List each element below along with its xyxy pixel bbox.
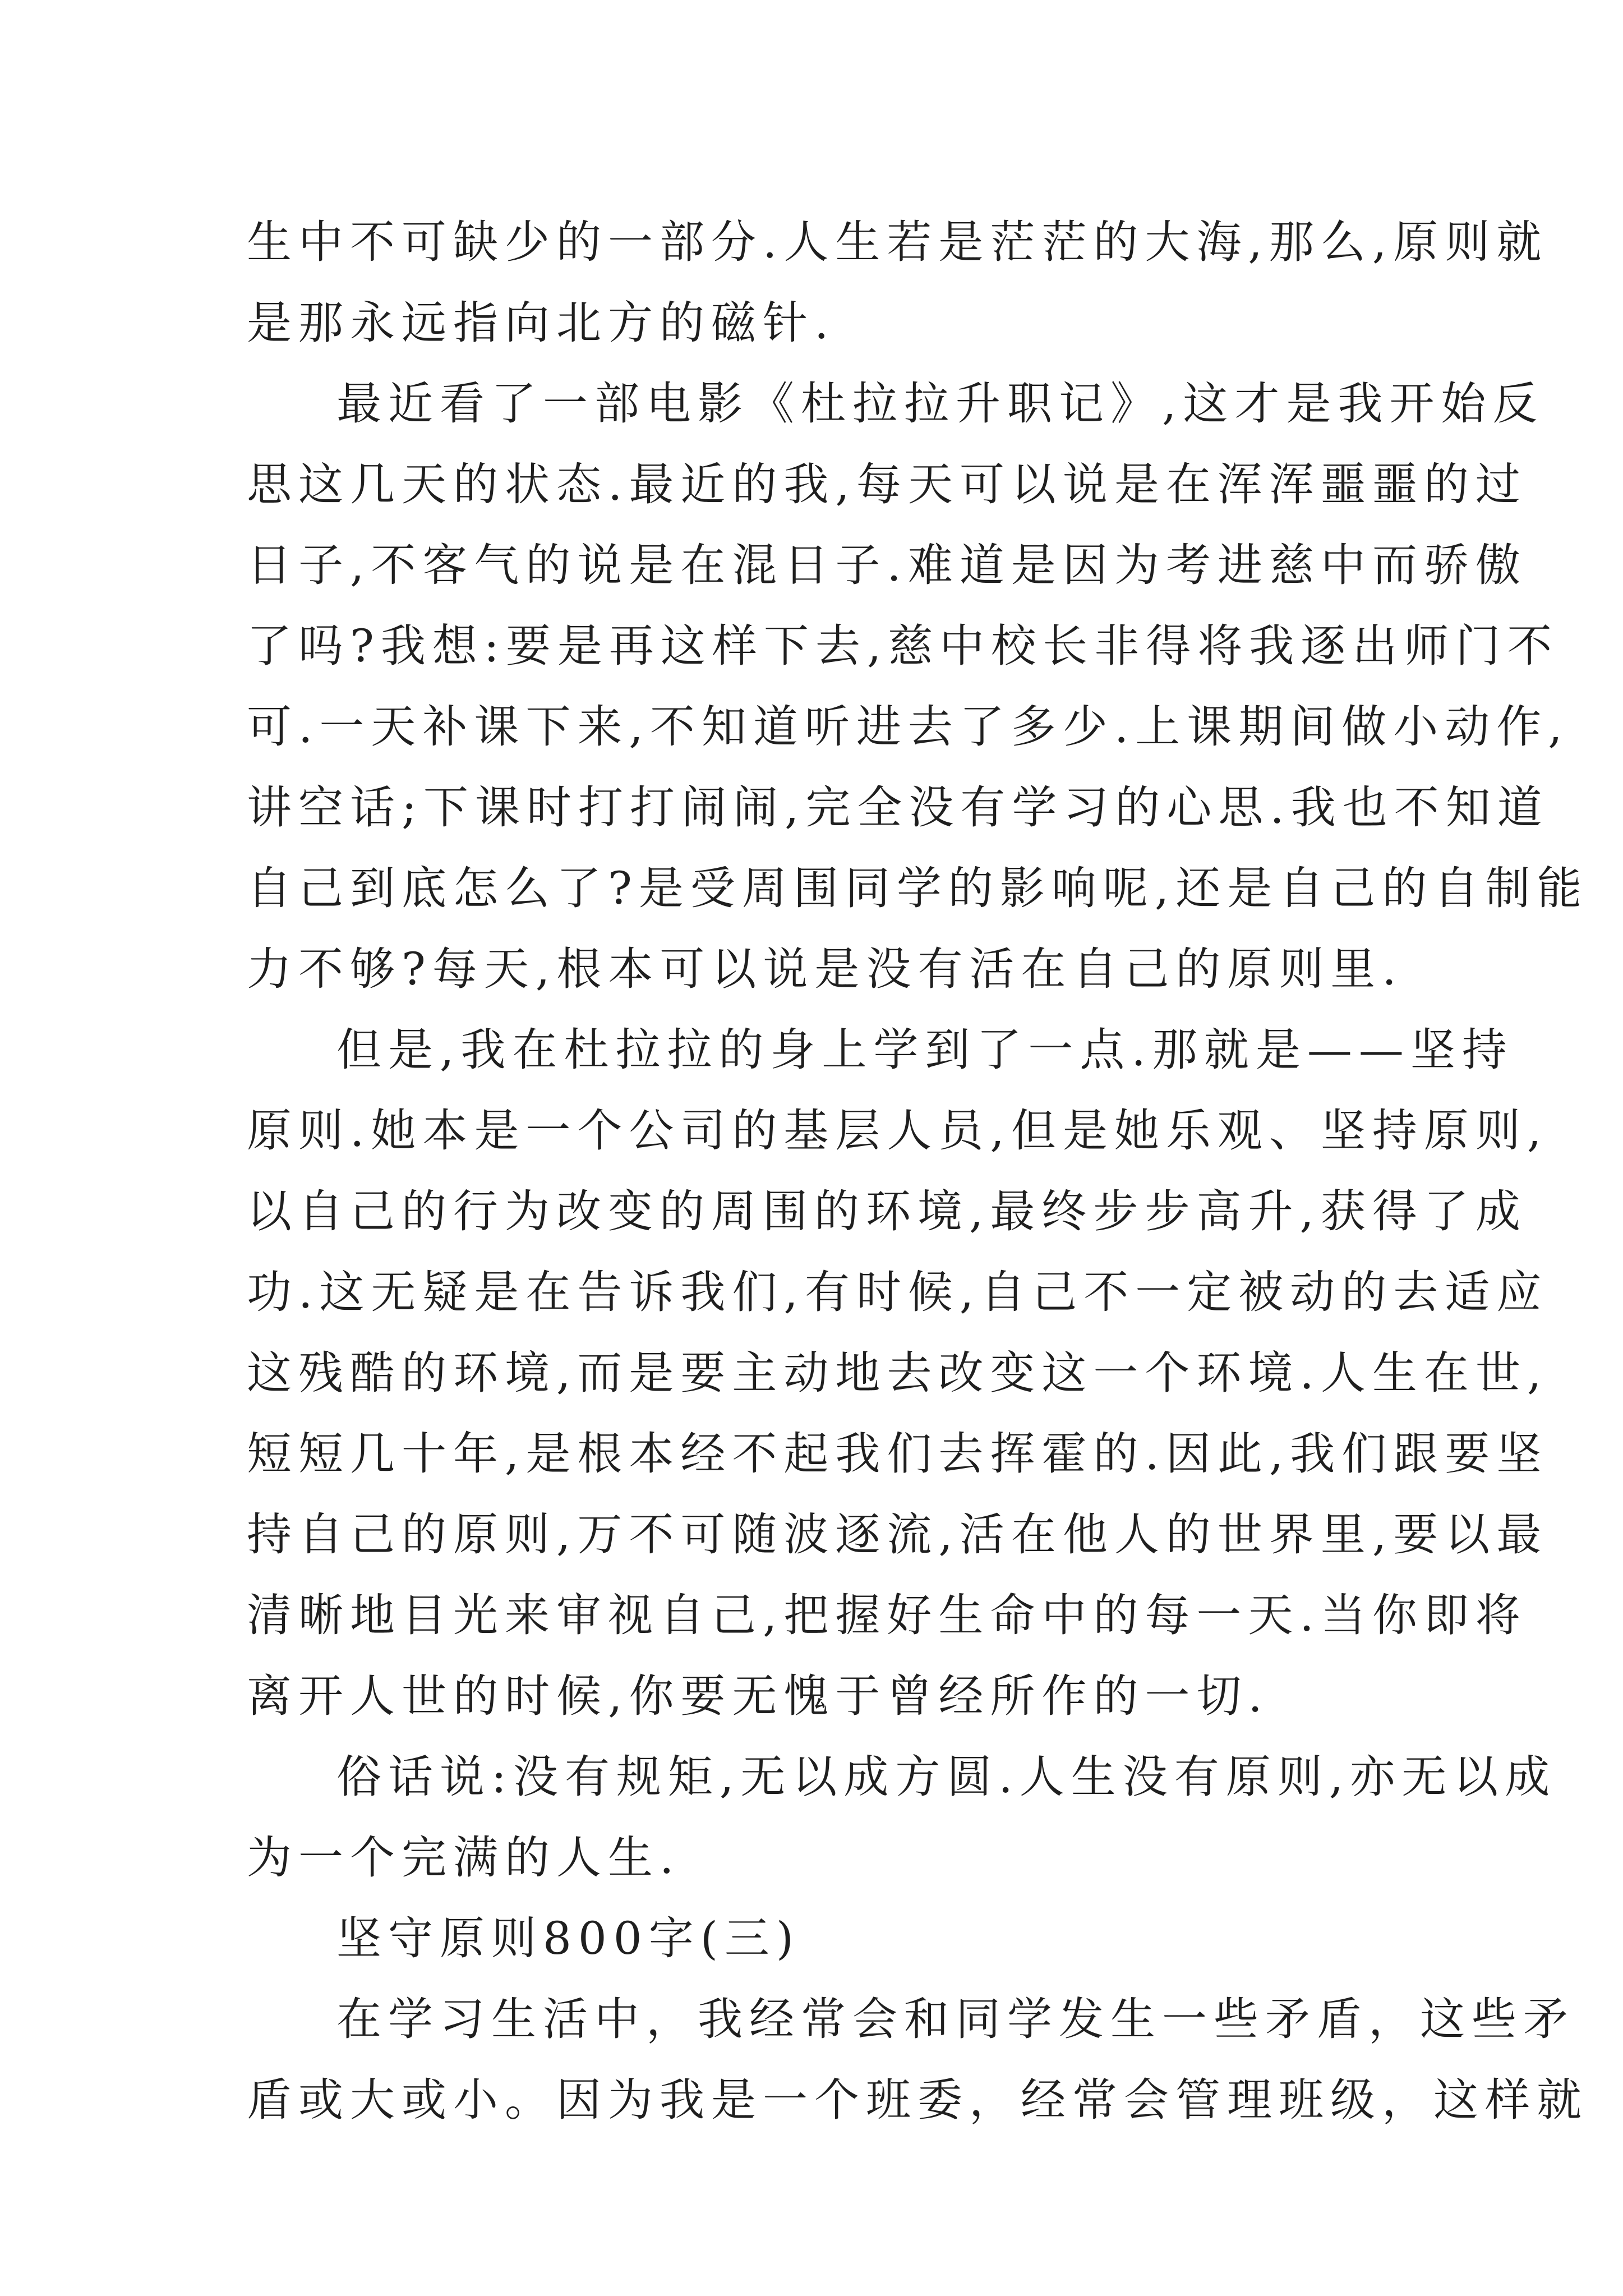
text-line: 可.一天补课下来,不知道听进去了多少.上课期间做小动作,: [247, 701, 1569, 753]
text-line: 持自己的原则,万不可随波逐流,活在他人的世界里,要以最: [247, 1508, 1548, 1561]
text-line: 以自己的行为改变的周围的环境,最终步步高升,获得了成: [247, 1185, 1527, 1237]
text-line: 但是,我在杜拉拉的身上学到了一点.那就是——坚持: [336, 1024, 1514, 1076]
text-line: 在学习生活中，我经常会和同学发生一些矛盾，这些矛: [336, 1993, 1575, 2045]
text-line: 最近看了一部电影《杜拉拉升职记》,这才是我开始反: [336, 378, 1544, 430]
text-line: 生中不可缺少的一部分.人生若是茫茫的大海,那么,原则就: [247, 216, 1548, 268]
text-line: 离开人世的时候,你要无愧于曾经所作的一切.: [247, 1670, 1269, 1722]
text-line: 短短几十年,是根本经不起我们去挥霍的.因此,我们跟要坚: [247, 1428, 1548, 1480]
text-line: 俗话说:没有规矩,无以成方圆.人生没有原则,亦无以成: [336, 1751, 1557, 1803]
body-text: [247, 202, 1589, 2141]
text-line: 为一个完满的人生.: [247, 1832, 681, 1884]
text-line: 思这几天的状态.最近的我,每天可以说是在浑浑噩噩的过: [247, 458, 1527, 510]
text-line: 原则.她本是一个公司的基层人员,但是她乐观、坚持原则,: [247, 1105, 1548, 1157]
text-line: 功.这无疑是在告诉我们,有时候,自己不一定被动的去适应: [247, 1266, 1548, 1318]
text-line: 是那永远指向北方的磁针.: [247, 297, 836, 349]
text-line: 自己到底怎么了?是受周围同学的影响呢,还是自己的自制能: [247, 862, 1589, 914]
text-line: 讲空话;下课时打打闹闹,完全没有学习的心思.我也不知道: [247, 781, 1549, 834]
text-line: 清晰地目光来审视自己,把握好生命中的每一天.当你即将: [247, 1589, 1527, 1641]
text-line: 了吗?我想:要是再这样下去,慈中校长非得将我逐出师门不: [247, 620, 1559, 672]
section-heading: 坚守原则800字(三): [336, 1912, 801, 1964]
text-line: 这残酷的环境,而是要主动地去改变这一个环境.人生在世,: [247, 1347, 1548, 1399]
text-line: 盾或大或小。因为我是一个班委，经常会管理班级，这样就: [247, 2074, 1588, 2126]
text-line: 日子,不客气的说是在混日子.难道是因为考进慈中而骄傲: [247, 539, 1527, 591]
text-line: 力不够?每天,根本可以说是没有活在自己的原则里.: [247, 943, 1403, 995]
